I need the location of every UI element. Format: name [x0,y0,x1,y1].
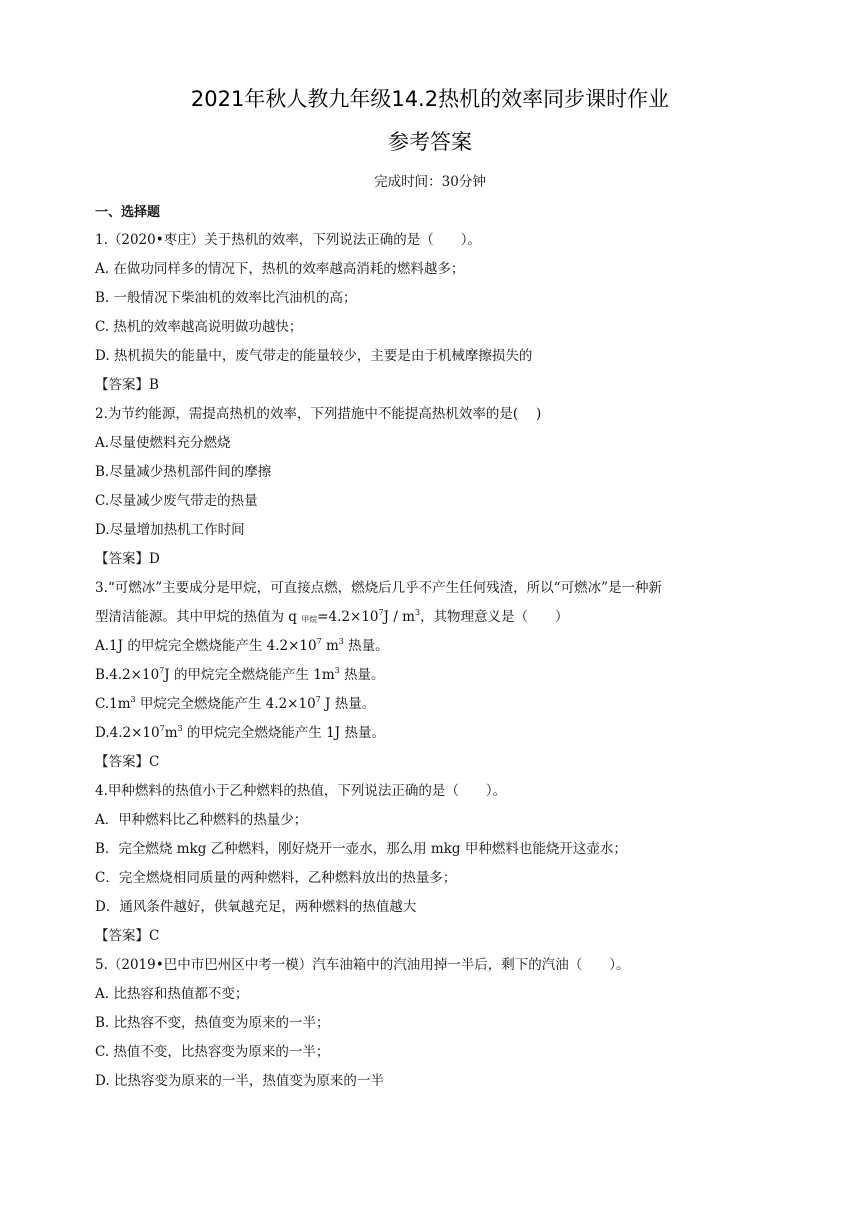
completion-time: 完成时间：30分钟 [374,174,486,190]
question-2-option-a: A.尽量使燃料充分燃烧 [95,435,231,451]
document-body [95,200,775,1096]
q3-d-sup-2: 3 [177,724,183,733]
question-3-answer: 【答案】C [95,754,160,770]
question-5-option-d: D. 比热容变为原来的一半，热值变为原来的一半 [95,1073,384,1089]
q3-d-text-2: m [164,725,178,741]
question-5-option-c: C. 热值不变，比热容变为原来的一半； [95,1044,330,1060]
question-2-option-c: C.尽量减少废气带走的热量 [95,493,258,509]
question-3-option-d [95,719,775,748]
question-1-option-d: D. 热机损失的能量中，废气带走的能量较少，主要是由于机械摩擦损失的 [95,348,533,364]
question-4-option-a: A．甲种燃料比乙种燃料的热量少； [95,812,308,828]
question-3-option-b [95,661,775,690]
q3-a-text-2: m [321,638,339,654]
q3-d-text-1: D.4.2×10 [95,725,160,741]
q3-b-text-2: J 的甲烷完全燃烧能产生 1m [164,667,335,683]
q3-b-sup-2: 3 [334,666,340,675]
q3-stem-text-c: J / m [383,609,415,625]
document-subtitle: 参考答案 [388,130,472,154]
question-4-stem: 4.甲种燃料的热值小于乙种燃料的热值，下列说法正确的是（ ）。 [95,783,507,799]
q3-sup-exp: 7 [378,608,384,617]
q3-d-sup-1: 7 [159,724,165,733]
q3-b-text-1: B.4.2×10 [95,667,160,683]
question-2-answer: 【答案】D [95,551,160,567]
question-4-option-c: C．完全燃烧相同质量的两种燃料，乙种燃料放出的热量多； [95,870,457,886]
question-2-option-d: D.尽量增加热机工作时间 [95,522,245,538]
question-4-answer: 【答案】C [95,928,160,944]
q3-c-text-1: C.1m [95,696,131,712]
question-3-stem-line-2 [95,603,775,632]
q3-stem-text-a: 型清洁能源。其中甲烷的热值为 q [95,609,302,625]
question-1-stem: 1.（2020•枣庄）关于热机的效率，下列说法正确的是（ ）。 [95,232,481,248]
question-5-stem: 5.（2019•巴中市巴州区中考一模）汽车油箱中的汽油用掉一半后，剩下的汽油（ ）。 [95,957,630,973]
question-3-stem-line-1: 3.“可燃冰”主要成分是甲烷，可直接点燃，燃烧后几乎不产生任何残渣，所以“可燃冰”是一种新 [95,580,662,596]
question-2-option-b: B.尽量减少热机部件间的摩擦 [95,464,272,480]
q3-c-sup-2: 7 [315,695,321,704]
q3-stem-text-b: =4.2×10 [317,609,379,625]
q3-a-sup-1: 7 [316,637,322,646]
section-heading: 一、选择题 [95,205,161,220]
question-1-option-a: A. 在做功同样多的情况下，热机的效率越高消耗的燃料越多； [95,261,465,277]
question-1-option-c: C. 热机的效率越高说明做功越快； [95,319,303,335]
q3-b-text-3: 热量。 [339,667,385,683]
question-5-option-a: A. 比热容和热值都不变； [95,986,249,1002]
q3-stem-text-d: ，其物理意义是（ ） [420,609,569,625]
question-2-stem: 2.为节约能源，需提高热机的效率，下列措施中不能提高热机效率的是( ) [95,406,542,422]
question-4-option-b: B．完全燃烧 mkg 乙种燃料，刚好烧开一壶水，那么用 mkg 甲种燃料也能烧开这壶水； [95,841,627,857]
q3-subscript-methane: 甲烷 [301,615,318,624]
q3-d-text-3: 的甲烷完全燃烧能产生 1J 热量。 [182,725,385,741]
q3-c-text-2: 甲烷完全燃烧能产生 4.2×10 [135,696,316,712]
document-title: 2021年秋人教九年级14.2热机的效率同步课时作业 [190,87,670,111]
q3-b-sup-1: 7 [159,666,165,675]
question-4-option-d: D．通风条件越好，供氧越充足，两种燃料的热值越大 [95,899,417,915]
q3-a-text-3: 热量。 [343,638,389,654]
question-3-option-c [95,690,775,719]
question-3-option-a [95,632,775,661]
q3-c-sup-1: 3 [130,695,136,704]
q3-a-sup-2: 3 [338,637,344,646]
q3-sup-cubic: 3 [414,608,421,617]
question-5-option-b: B. 比热容不变，热值变为原来的一半； [95,1015,330,1031]
question-1-answer: 【答案】B [95,377,159,393]
question-1-option-b: B. 一般情况下柴油机的效率比汽油机的高； [95,290,357,306]
q3-a-text-1: A.1J 的甲烷完全燃烧能产生 4.2×10 [95,638,317,654]
q3-c-text-3: J 热量。 [320,696,376,712]
